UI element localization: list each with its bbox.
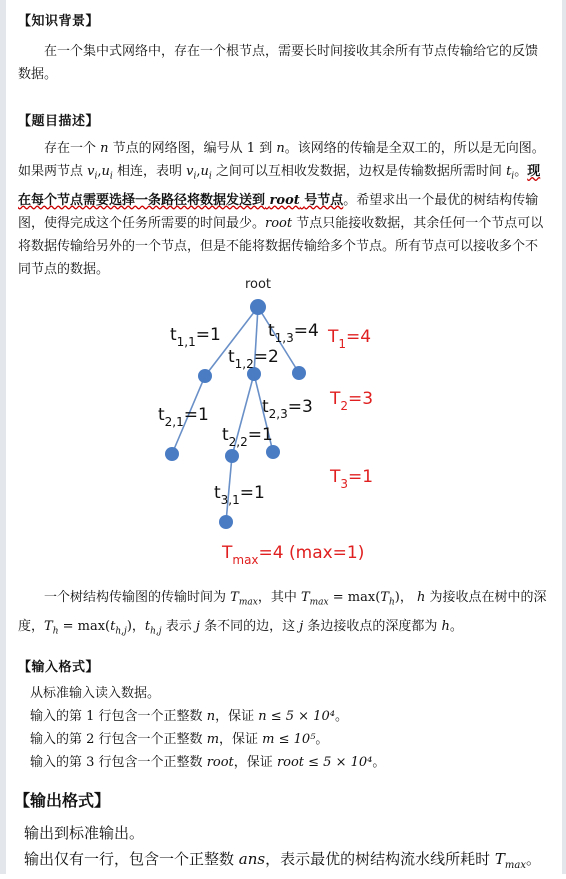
edge-label-1-3 — [268, 321, 319, 345]
description-title: 【题目描述】 — [18, 114, 100, 129]
edge-label-2-3 — [262, 397, 313, 421]
output-text: 输出到标准输出。 输出仅有一行，包含一个正整数 ans，表示最优的树结构流水线所耗时 $T_{max}$。 — [24, 824, 542, 871]
level-time-1 — [327, 327, 371, 351]
highlight-text: 现在每个节点需要选择一条路径将数据发送到 root 号节点 — [18, 164, 541, 208]
svg-text:t2,3=3: $t_{2,3}=3$ — [262, 397, 313, 421]
tree-node — [219, 515, 233, 529]
svg-text:T3=1: $T_3=1$ — [330, 467, 374, 491]
edge-label-2-2 — [222, 425, 273, 449]
svg-text:t1,1=1: $t_{1,1}=1$ — [170, 325, 221, 349]
root-node — [250, 299, 266, 315]
background-title: 【知识背景】 — [18, 14, 100, 29]
tree-node — [266, 445, 280, 459]
svg-text:T2=3: $T_2=3$ — [330, 389, 374, 413]
level-time-2 — [329, 389, 373, 413]
tree-node — [292, 366, 306, 380]
input-title: 【输入格式】 — [18, 660, 100, 675]
svg-text:t1,3=4: $t_{1,3}=4$ — [268, 321, 319, 345]
level-time-3 — [329, 467, 373, 491]
tree-edge — [226, 456, 232, 522]
svg-text:Tmax=4 (max=1): $T_{max}=4$ (max=1) — [222, 543, 365, 567]
description-text: 存在一个 n 节点的网络图，编号从 1 到 n。该网络的传输是全双工的，所以是无向图。如果两节点 $v_i,u_i$ 相连，表明 $v_i,u_i$ 之间可以互相收发数据，边权是传输数据所需时间 $t_i$。现在每个节点需要选择一条路径将数据发送到 root 号节点。希望求出一个最优的树结构传输图，使得完成这个任务所需要的时间最少。root 节点只能接收数据，其余任何一个节点可以将数据传输给另外的一个节点，但是不能将数据传输给多个节点。所有节点可以接收多个不同节点的数据。 — [18, 141, 545, 277]
edge-label-1-1 — [170, 325, 221, 349]
edge-label-1-2 — [228, 347, 279, 371]
svg-text:t3,1=1: $t_{3,1}=1$ — [214, 483, 265, 507]
formula-text: 一个树结构传输图的传输时间为 $T_{max}$，其中 $T_{max} = \max(T_h)$， h 为接收点在树中的深度，$T_h = \max(t_{h,j})$，$t_{h,j}$ 表示 j 条不同的边，这 j 条边接收点的深度都为 h。 — [18, 590, 547, 637]
root-label: root — [244, 277, 272, 292]
tree-node — [198, 369, 212, 383]
svg-text:t1,2=2: $t_{1,2}=2$ — [228, 347, 279, 371]
edge-label-2-1 — [158, 405, 209, 429]
background-text: 在一个集中式网络中，存在一个根节点，需要长时间接收其余所有节点传输给它的反馈数据。 — [18, 44, 539, 82]
tmax-label — [221, 543, 364, 567]
output-title: 【输出格式】 — [14, 791, 111, 810]
tree-node — [225, 449, 239, 463]
tree-diagram — [0, 270, 566, 570]
edge-label-3-1 — [214, 483, 265, 507]
input-text: 从标准输入读入数据。 输入的第 1 行包含一个正整数 n，保证 n ≤ 5 × 10⁴。 输入的第 2 行包含一个正整数 m，保证 m ≤ 10⁵。 输入的第 3 行包含一个正整数 root，保证 root ≤ 5 × 10⁴。 — [30, 686, 386, 770]
svg-text:T1=4: $T_1=4$ — [328, 327, 372, 351]
tree-node — [165, 447, 179, 461]
svg-text:t2,1=1: $t_{2,1}=1$ — [158, 405, 209, 429]
svg-text:t2,2=1: $t_{2,2}=1$ — [222, 425, 273, 449]
